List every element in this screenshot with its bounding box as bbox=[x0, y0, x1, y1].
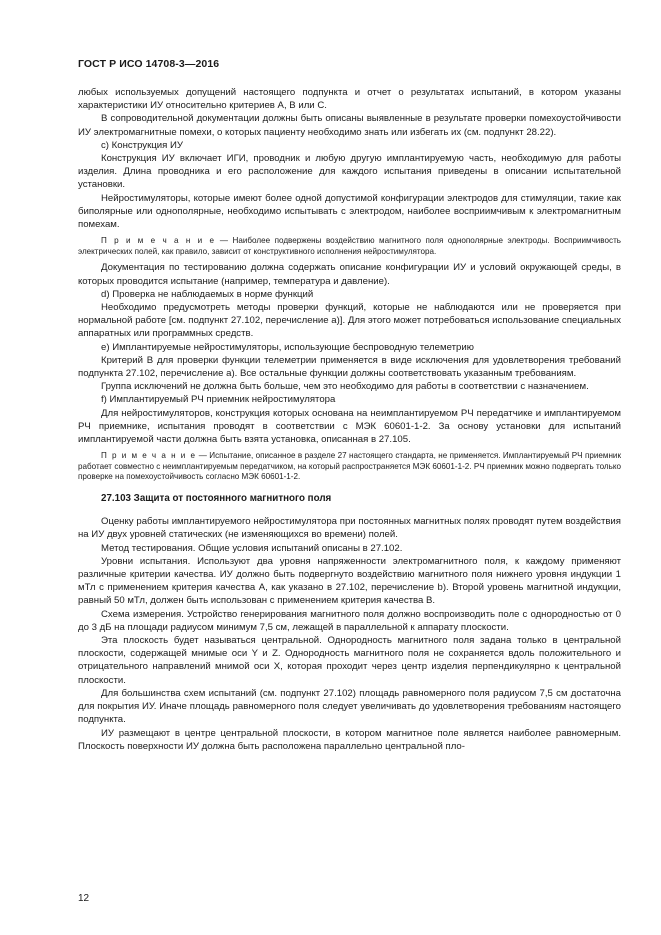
paragraph: любых используемых допущений настоящего подпункта и отчет о результатах испытаний, в котором указаны характеристики ИУ относительно критериев A, B или C. bbox=[78, 87, 621, 112]
note-block bbox=[78, 451, 621, 483]
section-heading: 27.103 Защита от постоянного магнитного поля bbox=[101, 493, 332, 505]
paragraph: Для нейростимуляторов, конструкция которых основана на неимплантируемом РЧ передатчике и имплантируемом РЧ приемнике, испытания проводят в соответствии с МЭК 60601-1-2. За основу установки для испытаний имплантируемой части должна быть взята установка, описанная в 27.105. bbox=[78, 407, 621, 446]
paragraph: Необходимо предусмотреть методы проверки функций, которые не наблюдаются или не проверяется при нормальной работе [см. подпункт 27.102, перечисление a)]. Для этого может потребоваться использование специальных аппаратных или программных средств. bbox=[78, 302, 621, 340]
paragraph: Нейростимуляторы, которые имеют более одной допустимой конфигурации электродов для стимуляции, такие как биполярные или однополярные, необходимо испытывать с электродом, наиболее восприимчивым к электромагнитным помехам. bbox=[78, 192, 621, 231]
list-heading-f: f) Имплантируемый РЧ приемник нейростимулятора bbox=[101, 394, 336, 406]
paragraph: Группа исключений не должна быть больше, чем это необходимо для работы в соответствии с назначением. bbox=[101, 381, 589, 393]
list-heading-c: c) Конструкция ИУ bbox=[101, 139, 183, 151]
note-text: — Наиболее подвержены воздействию магнитного поля однополярные электроды. Восприимчивость электрических полей, как правило, зависит от конструктивного исполнения нейростимулятора. bbox=[78, 236, 621, 256]
paragraph: Уровни испытания. Используют два уровня напряженности электромагнитного поля, к каждому применяют различные критерии качества. ИУ должно быть подвергнуто воздействию магнитного поля нижнего уровня индукции 1 мТл с применением критерия качества A, как указано в 27.102, перечисление b). Второй уровень магнитной индукции, равный 50 мТл, должен быть использован с применением критерия качества B. bbox=[78, 555, 621, 607]
paragraph: Схема измерения. Устройство генерирования магнитного поля должно воспроизводить поле с однородностью от 0 до 3 дБ на площади радиусом минимум 7,5 см, лежащей в параллельной к аппарату плоскости. bbox=[78, 608, 621, 633]
paragraph: Критерий B для проверки функции телеметрии применяется в виде исключения для удовлетворения требований подпункта 27.102, перечисление a). Все остальные функции должны соответствовать указанным требованиям. bbox=[78, 354, 621, 380]
document-body bbox=[78, 86, 621, 753]
paragraph: Оценку работы имплантируемого нейростимулятора при постоянных магнитных полях проводят путем воздействия на ИУ двух уровней статических (не изменяющихся во времени) полей. bbox=[78, 516, 621, 541]
note-label: П р и м е ч а н и е bbox=[101, 236, 216, 246]
list-heading-d: d) Проверка не наблюдаемых в норме функций bbox=[101, 288, 314, 300]
paragraph: В сопроводительной документации должны быть описаны выявленные в результате проверки помехоустойчивости ИУ электромагнитные помехи, о которых пациенту необходимо знать или избегать их (см. подпункт 28.22). bbox=[78, 113, 621, 138]
paragraph: ИУ размещают в центре центральной плоскости, в котором магнитное поле является наиболее равномерным. Плоскость поверхности ИУ должна быть расположена параллельно центральной пло- bbox=[78, 727, 621, 752]
note-text: — Испытание, описанное в разделе 27 настоящего стандарта, не применяется. Имплантируемый РЧ приемник работает совместно с неимплантируемым передатчиком, на который распространяется МЭК 60601-1-2. РЧ приемник можно подвергать только проверке на помехоустойчивость согласно МЭК 60601-1-2. bbox=[78, 451, 621, 482]
paragraph: Метод тестирования. Общие условия испытаний описаны в 27.102. bbox=[101, 542, 403, 554]
page-number: 12 bbox=[78, 893, 90, 904]
paragraph: Для большинства схем испытаний (см. подпункт 27.102) площадь равномерного поля радиусом 7,5 см достаточна для покрытия ИУ. Иначе площадь равномерного поля следует увеличивать до удовлетворения требованиям настоящего подпункта. bbox=[78, 687, 621, 726]
paragraph: Эта плоскость будет называться центральной. Однородность магнитного поля задана только в центральной плоскости, содержащей мнимые оси Y и Z. Однородность магнитного поля не сохраняется вдоль положительного и отрицательного направлений мнимой оси X, которая проходит через центр изделия перпендикулярно к центральной плоскости. bbox=[78, 635, 621, 686]
paragraph: Конструкция ИУ включает ИГИ, проводник и любую другую имплантируемую часть, необходимую для работы изделия. Длина проводника и его расположение для каждого испытания приведены в описании испытательной установки. bbox=[78, 153, 621, 191]
document-header: ГОСТ Р ИСО 14708-3—2016 bbox=[78, 58, 220, 70]
paragraph: Документация по тестированию должна содержать описание конфигурации ИУ и условий окружающей среды, в которых проводится испытание (например, температура и давление). bbox=[78, 262, 621, 287]
list-heading-e: e) Имплантируемые нейростимуляторы, использующие беспроводную телеметрию bbox=[101, 341, 474, 353]
note-block bbox=[78, 236, 621, 257]
note-label: П р и м е ч а н и е bbox=[101, 451, 197, 461]
